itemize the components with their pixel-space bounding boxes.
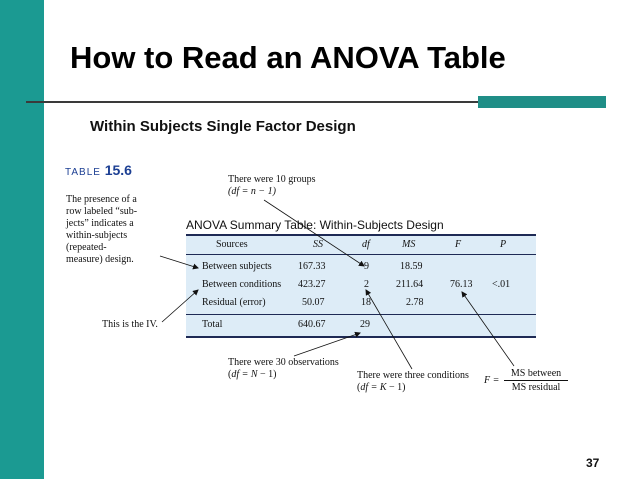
row-source: Residual (error) [202, 297, 266, 308]
column-header-ss: SS [313, 239, 323, 250]
subjects-note-line: measure) design. [66, 254, 134, 265]
title-rule [26, 101, 478, 103]
column-header-ms: MS [402, 239, 416, 250]
row-ss: 423.27 [298, 279, 326, 290]
formula-denominator: MS residual [511, 382, 561, 393]
anova-figure [64, 150, 574, 400]
subjects-note-line: row labeled “sub- [66, 206, 138, 217]
row-df: 9 [364, 261, 369, 272]
groups-note-line: There were 10 groups [228, 174, 316, 185]
subjects-note-line: within-subjects [66, 230, 128, 241]
left-accent-bar [0, 0, 44, 479]
column-header-sources: Sources [216, 239, 248, 250]
arrow-subjects [160, 256, 198, 268]
subjects-note-line: jects” indicates a [66, 218, 134, 229]
column-header-f: F [455, 239, 462, 250]
title-rule-accent [478, 96, 606, 108]
arrow-groups [264, 200, 364, 266]
arrow-formula [462, 292, 514, 366]
subjects-note-line: The presence of a [66, 194, 137, 205]
row-ss: 50.07 [302, 297, 325, 308]
slide-title: How to Read an ANOVA Table [70, 40, 506, 75]
row-df: 2 [364, 279, 369, 290]
formula-numerator: MS between [504, 368, 568, 381]
subjects-note-line: (repeated- [66, 242, 107, 253]
row-source: Between conditions [202, 279, 282, 290]
row-df-total: 29 [360, 319, 370, 330]
conditions-note-line: There were three conditions [357, 370, 469, 381]
row-ms: 18.59 [400, 261, 423, 272]
slide-subtitle: Within Subjects Single Factor Design [90, 118, 356, 135]
row-df: 18 [361, 297, 371, 308]
row-source: Between subjects [202, 261, 272, 272]
column-header-df: df [362, 239, 370, 250]
observations-note-line: (df = N − 1) [228, 369, 277, 380]
row-ms: 2.78 [406, 297, 424, 308]
table-label-prefix: TABLE [65, 167, 101, 178]
row-ss: 167.33 [298, 261, 326, 272]
annotation-arrows [64, 150, 574, 400]
arrow-observations [294, 333, 360, 356]
table-caption: ANOVA Summary Table: Within-Subjects Design [186, 218, 444, 232]
table-label-number: 15.6 [104, 162, 132, 178]
arrow-conditions [366, 290, 412, 369]
observations-note-line: There were 30 observations [228, 357, 339, 368]
iv-note: This is the IV. [102, 319, 158, 330]
row-ss-total: 640.67 [298, 319, 326, 330]
column-header-p: P [500, 239, 507, 250]
groups-note-line: (df = n − 1) [228, 186, 276, 197]
row-p: <.01 [492, 279, 511, 290]
arrow-iv [162, 290, 198, 322]
row-ms: 211.64 [396, 279, 424, 290]
slide-number: 37 [586, 456, 600, 470]
row-f: 76.13 [450, 279, 473, 290]
formula-lhs: F = [484, 375, 500, 386]
row-source-total: Total [202, 319, 223, 330]
conditions-note-line: (df = K − 1) [357, 382, 406, 393]
